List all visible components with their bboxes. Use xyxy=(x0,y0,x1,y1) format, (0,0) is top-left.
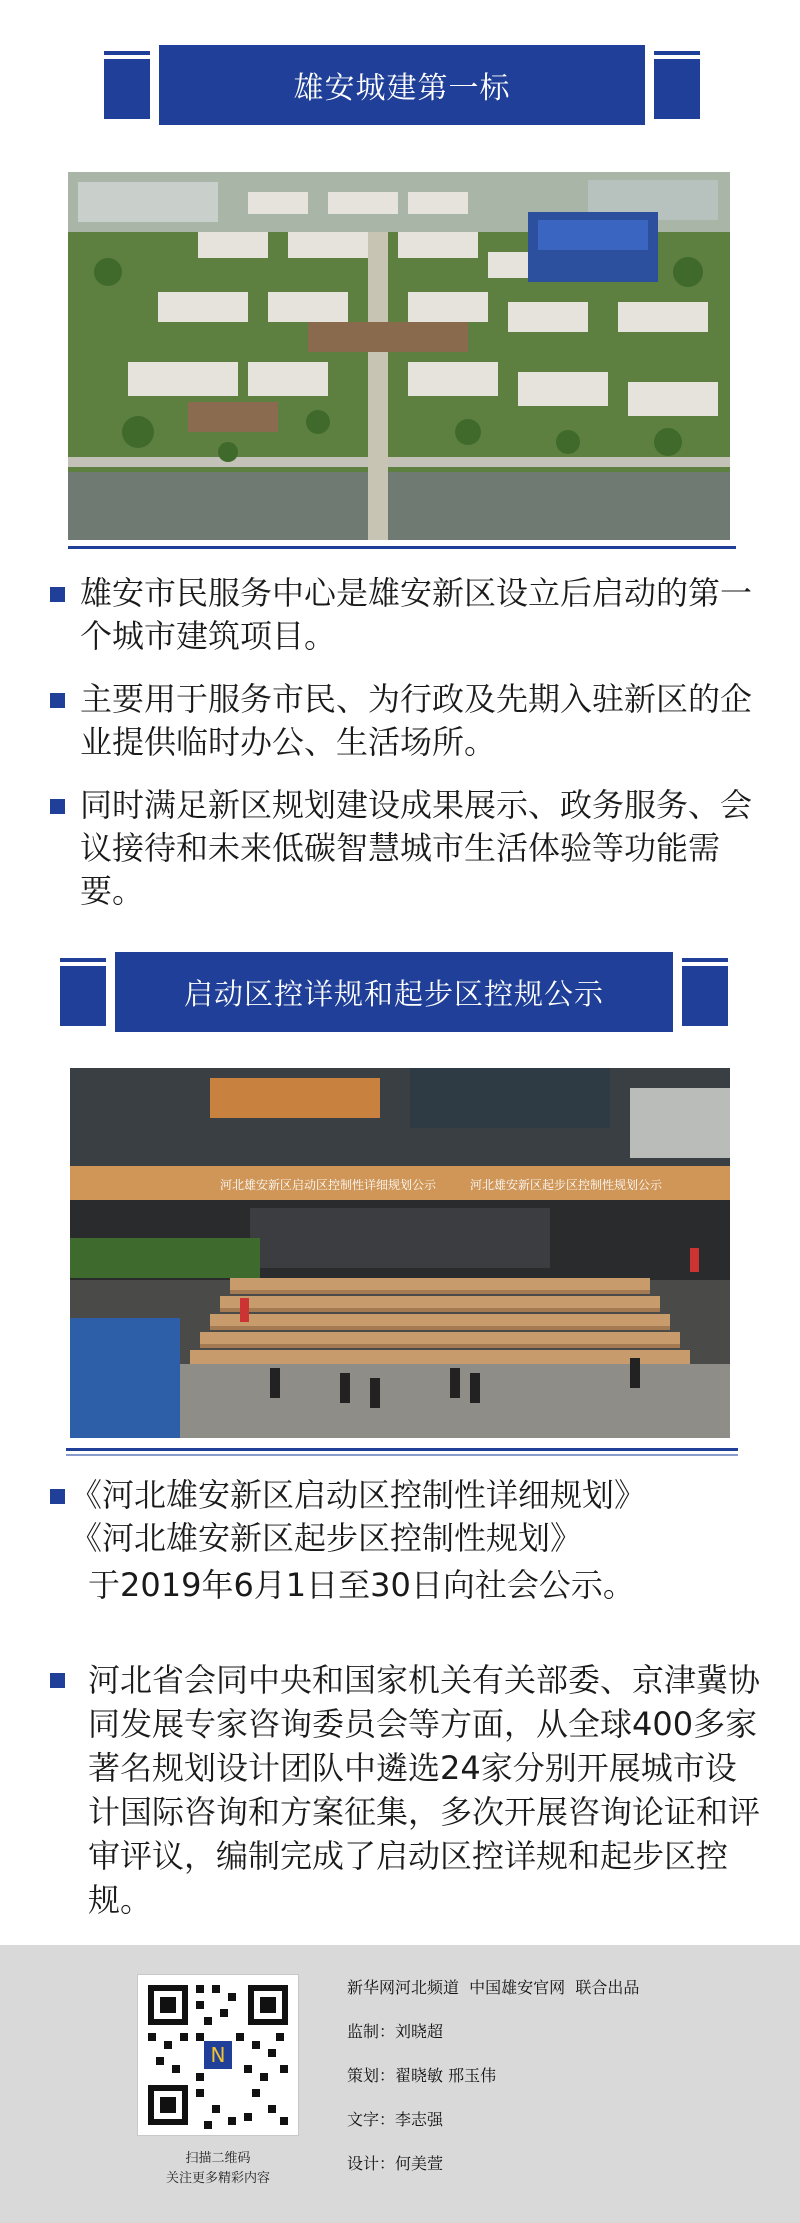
title-left-block xyxy=(104,59,150,119)
title-left-block xyxy=(60,966,106,1026)
section1-title: 雄安城建第一标 xyxy=(154,45,650,125)
bullet-square-icon xyxy=(50,587,65,602)
title-right-block xyxy=(654,59,700,119)
exhibition-photo xyxy=(70,1068,730,1438)
credit-producers: 新华网河北频道 中国雄安官网 联合出品 xyxy=(347,1978,640,1997)
title-decor-line xyxy=(682,958,728,962)
credit-designer: 设计：何美萱 xyxy=(347,2154,444,2173)
bullet-item xyxy=(50,1658,766,1922)
section2-paragraph xyxy=(50,1658,766,1922)
announcement-line-3: 于2019年6月1日至30日向社会公示。 xyxy=(88,1566,635,1604)
bullet-item xyxy=(50,678,770,764)
credit-planners: 策划：翟晓敏 邢玉伟 xyxy=(347,2066,497,2085)
announcement-line-2: 《河北雄安新区起步区控制性规划》 xyxy=(70,1519,583,1557)
photo-underline xyxy=(66,1454,738,1456)
section1-title-bar xyxy=(104,45,700,125)
announcement-item xyxy=(50,1474,770,1607)
bullet-text: 同时满足新区规划建设成果展示、政务服务、会议接待和未来低碳智慧城市生活体验等功能需要。 xyxy=(80,786,753,910)
footer xyxy=(0,1945,800,2223)
section2-title: 启动区控详规和起步区控规公示 xyxy=(110,952,678,1032)
bullet-square-icon xyxy=(50,799,65,814)
paragraph-text: 河北省会同中央和国家机关有关部委、京津冀协同发展专家咨询委员会等方面，从全球400多家著名规划设计团队中遴选24家分别开展城市设计国际咨询和方案征集，多次开展咨询论证和评审评议，编制完成了启动区控详规和起步区控规。 xyxy=(88,1661,761,1919)
aerial-photo-icon xyxy=(68,172,730,540)
title-decor-line xyxy=(654,51,700,55)
bullet-square-icon xyxy=(50,693,65,708)
building-sign-right: 河北雄安新区起步区控制性规划公示 xyxy=(470,1178,663,1192)
qr-code-icon xyxy=(138,1975,298,2135)
section2-title-bar xyxy=(60,952,728,1032)
announcement-block xyxy=(50,1474,770,1607)
title-right-block xyxy=(682,966,728,1026)
qr-caption-line-2: 关注更多精彩内容 xyxy=(165,2171,270,2186)
exhibition-hall-photo-icon xyxy=(70,1068,730,1438)
aerial-photo xyxy=(68,172,730,540)
qr-badge: N xyxy=(210,2043,226,2067)
credit-writer: 文字：李志强 xyxy=(347,2110,444,2129)
title-decor-line xyxy=(60,958,106,962)
bullet-text: 雄安市民服务中心是雄安新区设立后启动的第一个城市建筑项目。 xyxy=(80,574,753,655)
bullet-text: 主要用于服务市民、为行政及先期入驻新区的企业提供临时办公、生活场所。 xyxy=(80,680,753,761)
bullet-square-icon xyxy=(50,1489,65,1504)
bullet-item xyxy=(50,784,770,913)
title-decor-line xyxy=(104,51,150,55)
bullet-item xyxy=(50,572,770,658)
credit-supervisor: 监制：刘晓超 xyxy=(347,2022,444,2041)
section1-bullets xyxy=(50,572,770,913)
building-sign-left: 河北雄安新区启动区控制性详细规划公示 xyxy=(220,1178,437,1192)
bullet-square-icon xyxy=(50,1673,65,1688)
qr-code[interactable] xyxy=(138,1975,298,2135)
photo-underline xyxy=(66,1448,738,1451)
photo-underline xyxy=(68,546,736,549)
qr-caption-line-1: 扫描二维码 xyxy=(185,2151,251,2166)
announcement-line-1: 《河北雄安新区启动区控制性详细规划》 xyxy=(70,1476,647,1514)
